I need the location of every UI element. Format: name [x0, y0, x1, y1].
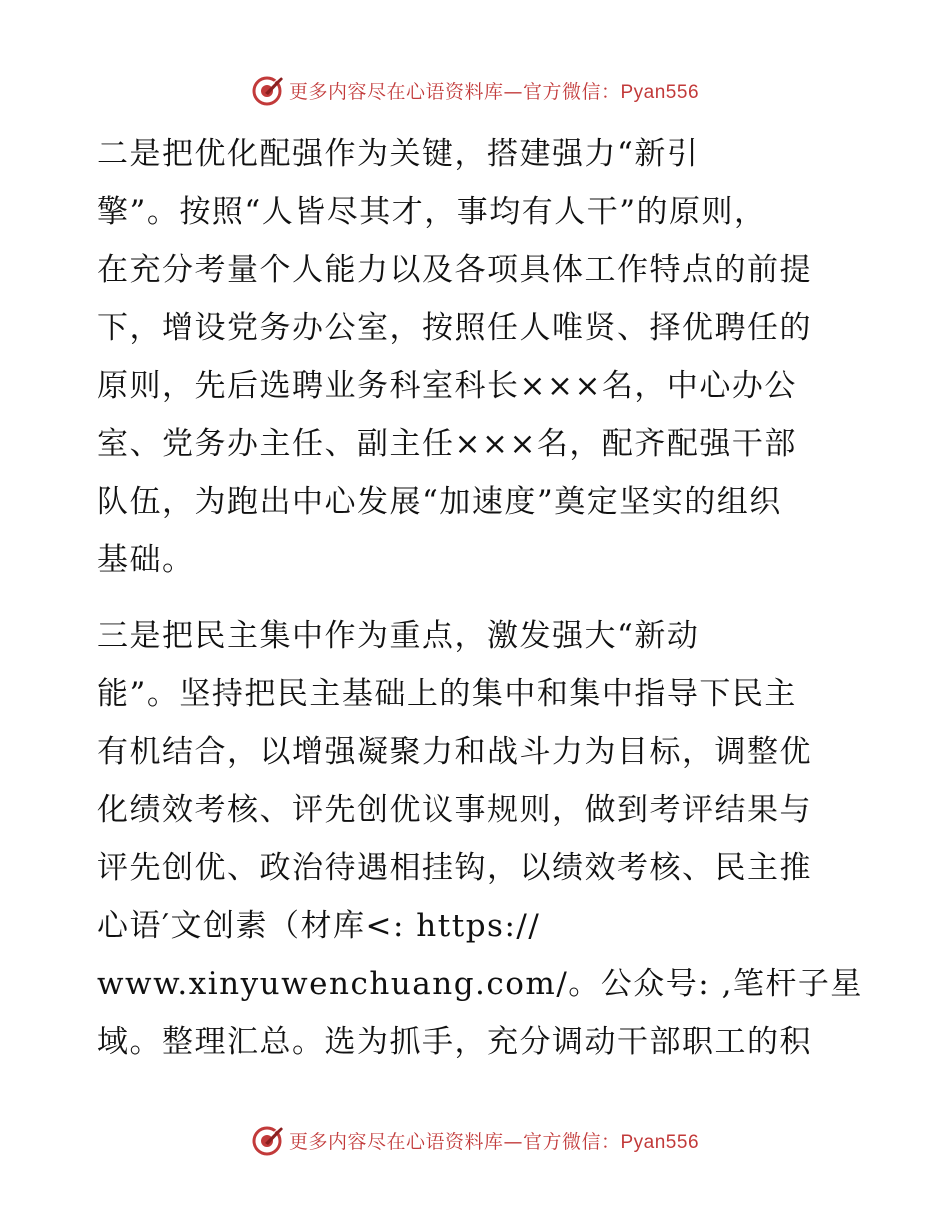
- banner-wechat-id: Pyan556: [620, 1131, 700, 1153]
- text-line: 二是把优化配强作为关键，搭建强力“新引: [97, 136, 700, 172]
- text-line: 下，增设党务办公室，按照任人唯贤、择优聘任的: [97, 310, 812, 346]
- text-line: 域。整理汇总。选为抓手，充分调动干部职工的积: [97, 1024, 812, 1060]
- paragraph-two: [97, 125, 857, 589]
- text-line: www.xinyuwenchuang.com/。公众号: ,笔杆子星: [97, 966, 863, 1002]
- text-line: 能”。坚持把民主基础上的集中和集中指导下民主: [97, 676, 797, 712]
- banner-separator: —: [503, 1130, 523, 1153]
- text-line: 原则，先后选聘业务科室科长×××名，中心办公: [97, 368, 797, 404]
- quill-pen-logo-icon: [251, 1123, 285, 1157]
- text-line: 基础。: [97, 542, 195, 578]
- banner-separator: —: [503, 80, 523, 103]
- banner-text: [289, 1127, 699, 1154]
- text-line: 评先创优、政治待遇相挂钩，以绩效考核、民主推: [97, 850, 812, 886]
- banner-suffix: 官方微信：: [522, 80, 621, 103]
- text-line: 擎”。按照“人皆尽其才，事均有人干”的原则，: [97, 194, 767, 230]
- text-line: 队伍，为跑出中心发展“加速度”奠定坚实的组织: [97, 484, 782, 520]
- banner-wechat-id: Pyan556: [620, 81, 700, 103]
- text-line: 有机结合，以增强凝聚力和战斗力为目标，调整优: [97, 734, 812, 770]
- quill-pen-logo-icon: [251, 73, 285, 107]
- text-line: 三是把民主集中作为重点，激发强大“新动: [97, 618, 700, 654]
- document-body: [97, 125, 863, 1071]
- banner-title: 更多内容尽在心语资料库: [288, 80, 504, 103]
- header-watermark-banner: [0, 70, 950, 110]
- banner-title: 更多内容尽在心语资料库: [288, 1130, 504, 1153]
- text-line: 化绩效考核、评先创优议事规则，做到考评结果与: [97, 792, 812, 828]
- paragraph-three: [97, 607, 863, 1071]
- banner-text: [289, 77, 699, 104]
- text-line: 室、党务办主任、副主任×××名，配齐配强干部: [97, 426, 797, 462]
- footer-watermark-banner: [0, 1120, 950, 1160]
- text-line: 心语′文创素（材库<: https://: [97, 908, 541, 944]
- text-line: 在充分考量个人能力以及各项具体工作特点的前提: [97, 252, 812, 288]
- banner-suffix: 官方微信：: [522, 1130, 621, 1153]
